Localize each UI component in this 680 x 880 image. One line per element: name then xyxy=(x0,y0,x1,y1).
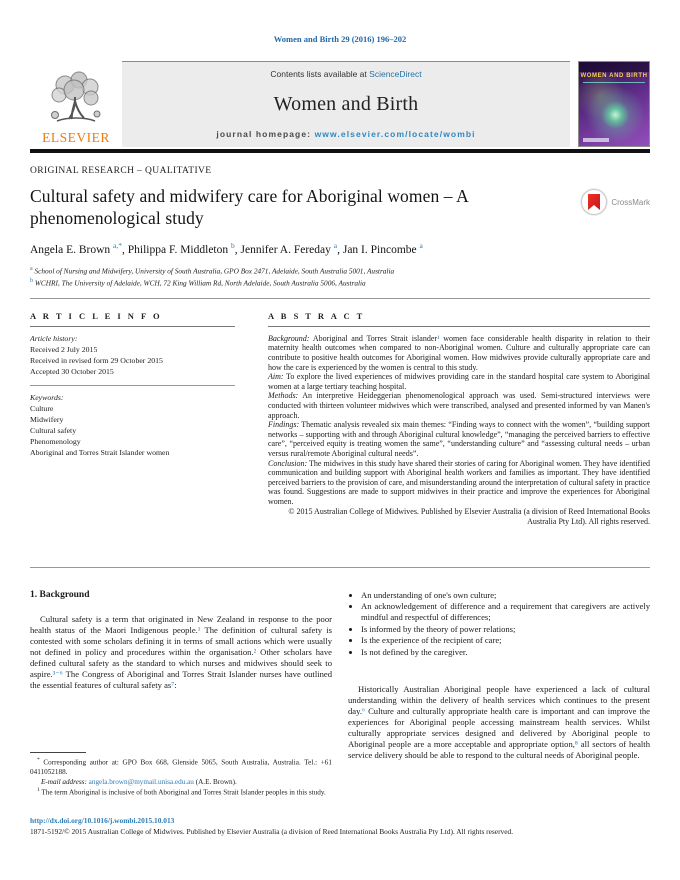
author-list xyxy=(30,241,650,256)
contents-lists-label: Contents lists available at xyxy=(270,69,367,79)
crossmark-label: CrossMark xyxy=(611,197,650,207)
article-category: ORIGINAL RESEARCH – QUALITATIVE xyxy=(30,166,212,176)
cover-title: WOMEN AND BIRTH xyxy=(580,73,648,79)
banner-center xyxy=(122,61,570,147)
page-footer xyxy=(30,816,650,836)
cover-footer-mark xyxy=(583,138,609,142)
footnotes xyxy=(30,752,332,802)
section-heading: 1. Background xyxy=(30,589,90,600)
homepage-label: journal homepage: xyxy=(216,129,312,139)
cover-subtitle-rule xyxy=(583,82,645,84)
cover-top-strip xyxy=(579,62,649,72)
corresponding-author-note: * Corresponding author at: GPO Box 668, Glenside 5065, South Australia, Australia. Tel.: +61 0411052188. xyxy=(30,756,332,777)
article-info-heading: A R T I C L E I N F O xyxy=(30,310,163,321)
list-item: • Is the experience of the recipient of care; xyxy=(361,635,650,646)
abstract-paragraph: Methods: An interpretive Heideggerian phenomenological approach was used. Semi-structured interviews were conducted with thirteen volunteer midwives which were transcribed, analysed and presented informed by van Manen's approach. xyxy=(268,391,650,420)
keyword: Cultural safety xyxy=(30,426,77,436)
history-item: Received 2 July 2015 xyxy=(30,344,98,354)
abstract-paragraph: Conclusion: The midwives in this study have shared their stories of caring for Aboriginal women. They have identified communication and building support with Aboriginal health workers and families as important. They have identified perceived barriers to the provision of care, and misunderstanding around the interpretation of cultural safety in practice was found. Suggestions are made to support midwives in their practice and improve the experiences for Aboriginal women. xyxy=(268,458,650,506)
author: Jennifer A. Fereday $^a$, xyxy=(240,241,343,257)
history-item: Accepted 30 October 2015 xyxy=(30,366,114,376)
history-label: Article history: xyxy=(30,333,78,343)
journal-banner xyxy=(30,61,650,147)
author: Angela E. Brown $^{a,*}$, xyxy=(30,241,128,257)
journal-citation: Women and Birth 29 (2016) 196–202 xyxy=(273,34,407,44)
issn-copyright-line: 1871-5192/© 2015 Australian College of Midwives. Published by Elsevier Australia (a division of Reed International Books Australia Pty Ltd). All rights reserved. xyxy=(30,826,514,836)
affiliation: $^b$ WCHRI, The University of Adelaide, WCH, 72 King William Rd, North Adelaide, South Australia 5006, Australia xyxy=(30,277,366,287)
crossmark-icon xyxy=(581,189,607,215)
list-item: • An understanding of one's own culture; xyxy=(361,590,650,601)
footnote-rule xyxy=(30,752,86,753)
affiliation: $^a$ School of Nursing and Midwifery, University of South Australia, GPO Box 2471, Adelaide, South Australia 5001, Australia xyxy=(30,266,395,276)
keyword: Phenomenology xyxy=(30,437,81,447)
elsevier-tree-icon xyxy=(47,71,105,132)
abstract-rule xyxy=(268,326,650,327)
keywords-label: Keywords: xyxy=(30,393,64,403)
email-link[interactable]: angela.brown@mymail.unisa.edu.au xyxy=(88,778,194,787)
abstract-column xyxy=(268,311,650,567)
journal-cover-thumbnail[interactable] xyxy=(578,61,650,147)
abstract-paragraph: Findings: Thematic analysis revealed six main themes: “Finding ways to connect with the women”, “building support networks – supporting with and through Aboriginal cultural knowledge”, “managing the perceived barriers to effective care”, “perceived equity is treating women the same”, “understanding culture” and “assessing cultural needs – urban versus rural/remote Aboriginal cultural needs”. xyxy=(268,420,650,458)
abstract-heading: A B S T R A C T xyxy=(268,310,365,321)
affiliation-list xyxy=(30,265,650,288)
journal-homepage-line xyxy=(216,129,475,139)
homepage-link[interactable]: www.elsevier.com/locate/wombi xyxy=(314,129,476,139)
article-info-column xyxy=(30,311,268,567)
article-title: Cultural safety and midwifery care for Aboriginal women – A phenomenological study xyxy=(30,186,468,229)
column-spacer xyxy=(30,691,332,752)
sciencedirect-link[interactable]: ScienceDirect xyxy=(369,69,422,79)
body-right-column xyxy=(348,590,650,802)
list-item: • Is informed by the theory of power relations; xyxy=(361,624,650,635)
elsevier-logo[interactable] xyxy=(30,61,122,147)
list-item: • Is not defined by the caregiver. xyxy=(361,647,650,658)
abstract-paragraph: Background: Aboriginal and Torres Strait islander¹ women face considerable health disparity in relation to their maternity health outcomes when compared to non-Aboriginal women. Culture and culturally appropriate care can contribute to positive health outcomes for Aboriginal women. How midwives provide culturally appropriate care and how the care is experienced by the women is central to this study. xyxy=(268,333,651,372)
contents-lists-line xyxy=(270,69,421,79)
doi-link[interactable]: http://dx.doi.org/10.1016/j.wombi.2015.10.013 xyxy=(30,815,175,825)
keyword: Culture xyxy=(30,404,54,414)
abstract-copyright: © 2015 Australian College of Midwives. Published by Elsevier Australia (a division of Reed International Books Australia Pty Ltd). All rights reserved. xyxy=(288,507,650,527)
article-info-rule xyxy=(30,326,235,327)
cultural-safety-feature-list xyxy=(348,590,650,659)
body-paragraph: Historically Australian Aboriginal people have experienced a lack of cultural understanding within the delivery of health services which continues to the present day.⁶ Culture and culturally appropriate health care is important and can improve the experiences for Aboriginal people accessing mainstream health services. Whilst culturally appropriate services designed and delivered by Aboriginal people to Aboriginal people are a more acceptable and appropriate option,⁸ all sectors of health service delivery should be able to respond to the cultural needs of Aboriginal people. xyxy=(348,684,650,761)
elsevier-wordmark: ELSEVIER xyxy=(42,130,110,145)
keyword: Midwifery xyxy=(30,415,64,425)
info-abstract-block xyxy=(30,299,650,567)
title-row xyxy=(30,185,650,229)
terminology-note: $^1$ The term Aboriginal is inclusive of both Aboriginal and Torres Strait Islander peoples in this study. xyxy=(37,787,326,797)
keyword: Aboriginal and Torres Strait Islander women xyxy=(30,447,170,457)
banner-divider-bar xyxy=(30,149,650,153)
abstract-paragraph: Aim: To explore the lived experiences of midwives providing care in the standard hospital care system to Aboriginal women at a large tertiary teaching hospital. xyxy=(268,372,650,391)
list-item: • An acknowledgement of difference and a requirement that caregivers are actively mindful and respectful of differences; xyxy=(361,601,650,623)
article-body xyxy=(30,568,650,802)
author: Jan I. Pincombe $^a$ xyxy=(342,241,423,257)
author: Philippa F. Middleton $^b$, xyxy=(127,241,241,257)
body-paragraph: Cultural safety is a term that originated in New Zealand in response to the poor health status of the Maori Indigenous people.¹ The definition of cultural safety is contested with some scholars defining it in terms of small actions which were usually not defined in policy and procedures within the organisation.² Other scholars have defined cultural safety as the standard to which nurses and midwives should seek to aspire.³⁻⁶ The Congress of Aboriginal and Torres Strait Islander nurses have outlined the essential features of cultural safety as⁷: xyxy=(30,613,332,690)
history-item: Received in revised form 29 October 2015 xyxy=(30,355,163,365)
email-note: E-mail address: angela.brown@mymail.unisa.edu.au (A.E. Brown). xyxy=(41,778,237,787)
keywords-divider xyxy=(30,385,235,386)
body-left-column xyxy=(30,590,332,802)
journal-title: Women and Birth xyxy=(273,92,419,115)
crossmark-badge[interactable] xyxy=(581,189,650,215)
